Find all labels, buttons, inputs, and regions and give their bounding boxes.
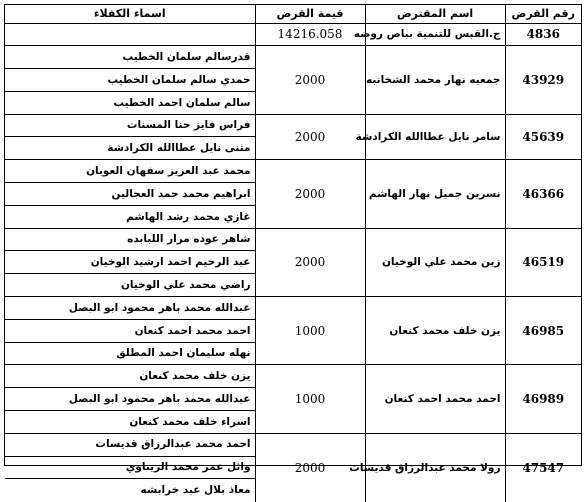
guarantor-name-cell: غازي محمد رشد الهاشم — [126, 210, 251, 223]
table-row — [5, 228, 581, 251]
borrower-name-cell: سامر نايل عطاالله الكرادشة — [365, 114, 505, 160]
borrower-name-cell: رولا محمد عبدالرزاق قديسات — [365, 433, 505, 501]
header-borrower: اسم المقترض — [365, 5, 505, 23]
table-row — [5, 114, 581, 137]
guarantor-name-cell: اسراء خلف محمد كنعان — [129, 415, 251, 428]
guarantor-name-cell: عبدالله محمد باهر محمود ابو البصل — [5, 297, 255, 320]
table-row — [5, 297, 581, 320]
loan-number-cell: 4836 — [505, 23, 581, 46]
loans-table-body — [5, 23, 581, 502]
loan-amount-cell: 2000 — [255, 433, 365, 501]
guarantor-name-cell: معاذ بلال عبد خرابشه — [140, 484, 251, 497]
borrower-name-cell: احمد محمد احمد كنعان — [365, 365, 505, 433]
guarantor-name-cell: نهله سليمان احمد المطلق — [116, 347, 251, 360]
guarantor-name-cell: ابراهيم محمد حمد العجالين — [5, 183, 255, 206]
guarantor-name-cell: مثنى نايل عطاالله الكرادشة — [107, 142, 251, 155]
table-row — [5, 365, 581, 388]
loan-amount-cell: 2000 — [255, 46, 365, 114]
table-row — [5, 160, 581, 183]
guarantor-name-cell: عبدالله محمد باهر محمود ابو البصل — [5, 388, 255, 411]
loan-amount-cell: 2000 — [255, 114, 365, 160]
header-amount: قيمة القرض — [255, 5, 365, 23]
loan-number-cell: 45639 — [505, 114, 581, 160]
loan-amount-cell: 1000 — [255, 297, 365, 365]
loan-amount-cell: 2000 — [255, 160, 365, 228]
guarantor-name-cell: يزن خلف محمد كنعان — [5, 365, 255, 388]
borrower-name-cell: نسرين جميل نهار الهاشم — [365, 160, 505, 228]
table-row — [5, 46, 581, 69]
loan-amount-cell: 14216.058 — [255, 23, 365, 46]
table-row — [5, 433, 581, 456]
guarantor-name-cell: راضي محمد علي الوخيان — [120, 278, 251, 291]
guarantor-name-cell: شاهر عوده مرار اللبابده — [5, 228, 255, 251]
guarantor-name-cell: حمدي سالم سلمان الخطيب — [5, 69, 255, 92]
guarantor-name-cell: احمد محمد عبدالرزاق قديسات — [5, 433, 255, 456]
loan-number-cell: 46366 — [505, 160, 581, 228]
borrower-name-cell: يزن خلف محمد كنعان — [365, 297, 505, 365]
header-row — [5, 5, 581, 23]
guarantor-name-cell — [5, 23, 255, 46]
guarantor-name-cell: محمد عبد العزيز سفهان العوبان — [5, 160, 255, 183]
guarantor-name-cell: قدرسالم سلمان الخطيب — [5, 46, 255, 69]
borrower-name-cell: جمعيه نهار محمد الشخانبه — [365, 46, 505, 114]
loans-table-frame — [4, 4, 582, 497]
header-guarantors: اسماء الكفلاء — [5, 5, 255, 23]
loan-amount-cell: 1000 — [255, 365, 365, 433]
guarantor-name-cell: احمد محمد احمد كنعان — [5, 319, 255, 342]
loan-number-cell: 46519 — [505, 228, 581, 296]
loan-number-cell: 46985 — [505, 297, 581, 365]
loan-amount-cell: 2000 — [255, 228, 365, 296]
guarantor-name-cell: وائل عمر محمد الزيتاوي — [5, 456, 255, 479]
loan-number-cell: 47547 — [505, 433, 581, 501]
header-loan-no: رقم القرض — [505, 5, 581, 23]
loan-number-cell: 43929 — [505, 46, 581, 114]
guarantor-name-cell: سالم سلمان احمد الخطيب — [113, 96, 251, 109]
table-row — [5, 23, 581, 46]
loan-number-cell: 46989 — [505, 365, 581, 433]
guarantor-name-cell: فراس فايز حنا المسنات — [5, 114, 255, 137]
borrower-name-cell: ج.القبس للتنمية بباص روضه — [365, 23, 505, 46]
borrower-name-cell: زين محمد علي الوخيان — [365, 228, 505, 296]
loans-table — [5, 5, 581, 502]
guarantor-name-cell: عبد الرحيم احمد ارشيد الوخيان — [5, 251, 255, 274]
